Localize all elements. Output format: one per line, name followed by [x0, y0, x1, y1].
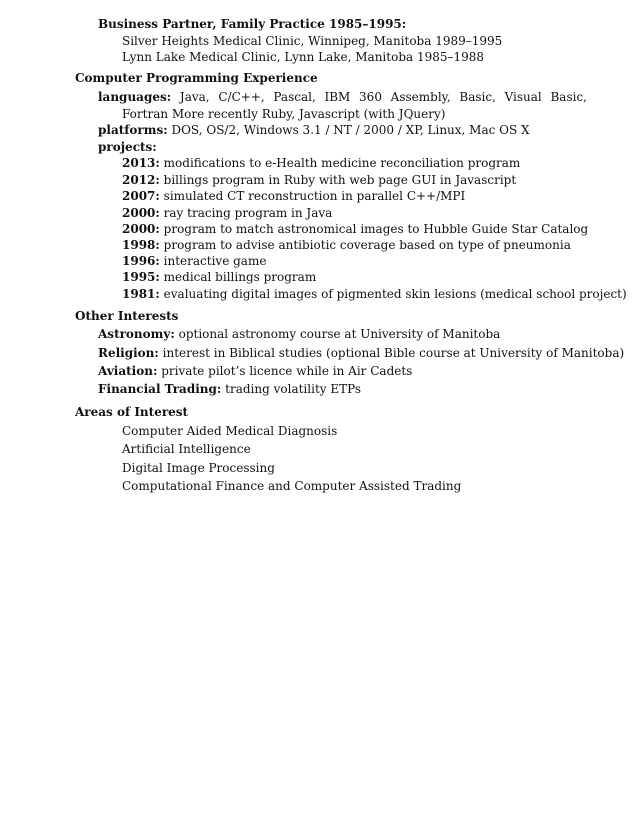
platforms-label: platforms:	[98, 123, 168, 137]
project-item	[122, 188, 465, 205]
project-item	[122, 221, 588, 238]
project-desc: program to match astronomical images to Hubble Guide Star Catalog	[163, 222, 589, 236]
project-year: 1996:	[122, 254, 160, 268]
platforms-value: DOS, OS/2, Windows 3.1 / NT / 2000 / XP, Linux, Mac OS X	[171, 123, 530, 137]
project-item	[122, 172, 516, 189]
programming-heading: Computer Programming Experience	[75, 71, 318, 85]
project-desc: modifications to e-Health medicine reconciliation program	[163, 156, 521, 170]
business-partner-heading: Business Partner, Family Practice 1985–1995:	[98, 17, 407, 31]
project-desc: interactive game	[163, 254, 267, 268]
languages-entry	[98, 89, 587, 122]
project-year: 1981:	[122, 287, 160, 301]
project-desc: medical billings program	[163, 270, 317, 284]
area-item: Computational Finance and Computer Assisted Trading	[122, 479, 462, 493]
interest-item	[98, 381, 361, 398]
interest-label: Religion:	[98, 346, 159, 360]
project-year: 2000:	[122, 222, 160, 236]
areas-of-interest-heading: Areas of Interest	[75, 405, 189, 419]
interest-value: interest in Biblical studies (optional Bible course at University of Manitoba)	[162, 346, 625, 360]
business-partner-line: Lynn Lake Medical Clinic, Lynn Lake, Manitoba 1985–1988	[122, 50, 485, 64]
interest-value: private pilot’s licence while in Air Cadets	[161, 364, 413, 378]
interest-item	[98, 345, 624, 362]
project-desc: program to advise antibiotic coverage based on type of pneumonia	[163, 238, 571, 252]
area-item: Digital Image Processing	[122, 461, 275, 475]
project-desc: billings program in Ruby with web page GUI in Javascript	[163, 173, 517, 187]
project-desc: ray tracing program in Java	[163, 206, 333, 220]
business-partner-line: Silver Heights Medical Clinic, Winnipeg, Manitoba 1989–1995	[122, 34, 503, 48]
project-desc: simulated CT reconstruction in parallel C++/MPI	[163, 189, 466, 203]
project-item	[122, 253, 266, 270]
platforms-entry	[98, 122, 530, 139]
project-year: 1998:	[122, 238, 160, 252]
languages-label: languages:	[98, 90, 172, 104]
area-item: Computer Aided Medical Diagnosis	[122, 424, 338, 438]
project-desc: evaluating digital images of pigmented skin lesions (medical school project)	[163, 287, 627, 301]
interest-label: Financial Trading:	[98, 382, 222, 396]
interest-label: Aviation:	[98, 364, 158, 378]
project-item	[122, 286, 627, 303]
project-item	[122, 155, 520, 172]
interest-value: trading volatility ETPs	[225, 382, 362, 396]
project-year: 2013:	[122, 156, 160, 170]
project-year: 2012:	[122, 173, 160, 187]
interest-value: optional astronomy course at University of Manitoba	[178, 327, 501, 341]
interest-item	[98, 326, 500, 343]
project-item	[122, 269, 316, 286]
interest-item	[98, 363, 412, 380]
area-item: Artificial Intelligence	[122, 442, 251, 456]
project-item	[122, 237, 571, 254]
project-item	[122, 205, 332, 222]
other-interests-heading: Other Interests	[75, 309, 179, 323]
project-year: 2000:	[122, 206, 160, 220]
languages-value: Java, C/C++, Pascal, IBM 360 Assembly, Basic, Visual Basic, Fortran More recently Ruby, Javascript (with JQuery)	[122, 90, 587, 121]
interest-label: Astronomy:	[98, 327, 175, 341]
projects-label: projects:	[98, 140, 157, 154]
project-year: 1995:	[122, 270, 160, 284]
project-year: 2007:	[122, 189, 160, 203]
